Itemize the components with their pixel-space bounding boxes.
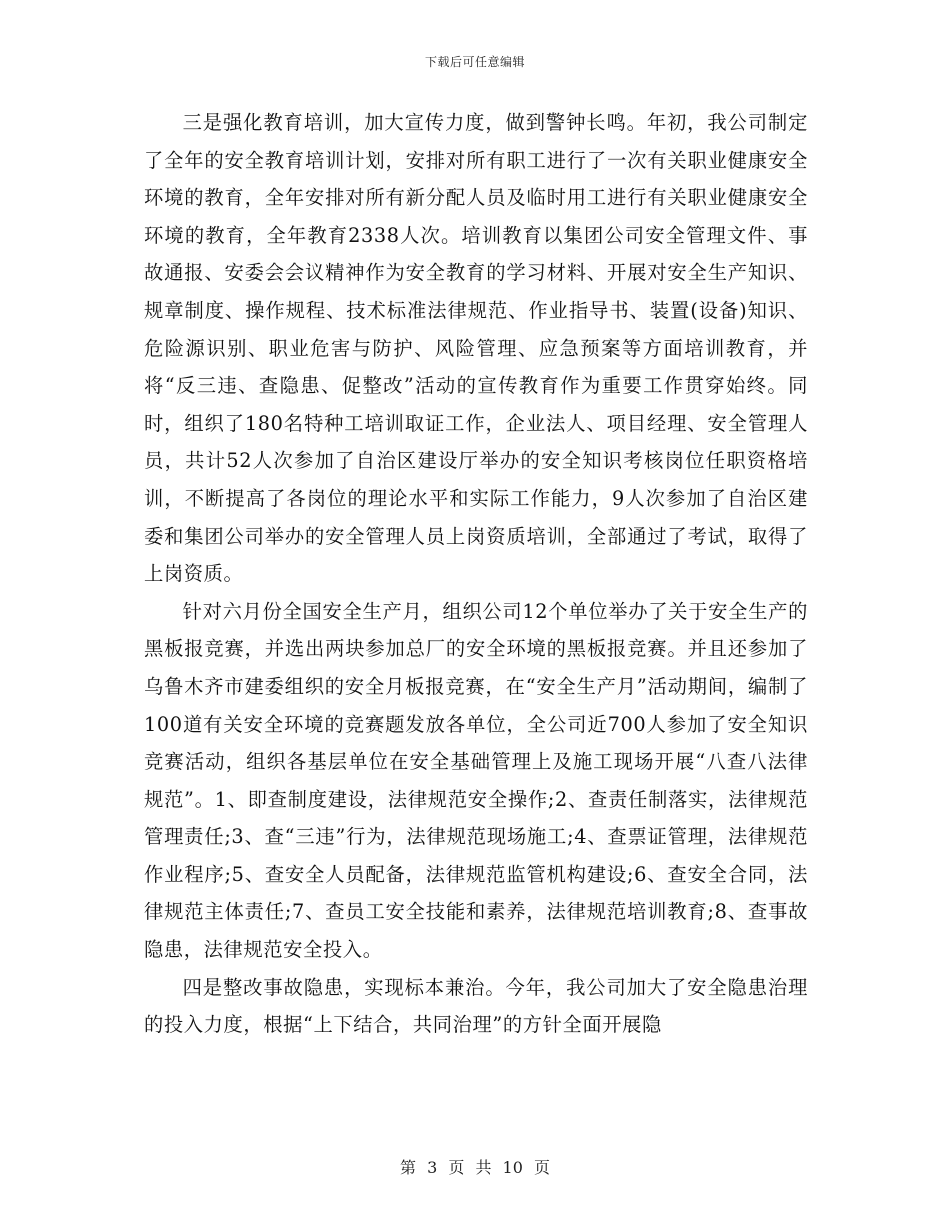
paragraph-education-training: 三是强化教育培训，加大宣传力度，做到警钟长鸣。年初，我公司制定了全年的安全教育培训计划，安排对所有职工进行了一次有关职业健康安全环境的教育，全年安排对所有新分配人员及临时用工进行有关职业健康安全环境的教育，全年教育2338人次。培训教育以集团公司安全管理文件、事故通报、安委会会议精神作为安全教育的学习材料、开展对安全生产知识、规章制度、操作规程、技术标准法律规范、作业指导书、装置(设备)知识、危险源识别、职业危害与防护、风险管理、应急预案等方面培训教育，并将“反三违、查隐患、促整改”活动的宣传教育作为重要工作贯穿始终。同时，组织了180名特种工培训取证工作，企业法人、项目经理、安全管理人员，共计52人次参加了自治区建设厅举办的安全知识考核岗位任职资格培训，不断提高了各岗位的理论水平和实际工作能力，9人次参加了自治区建委和集团公司举办的安全管理人员上岗资质培训，全部通过了考试，取得了上岗资质。 [144, 111, 808, 586]
page-footer: 第 3 页 共 10 页 [400, 1158, 550, 1177]
paragraph-hazard-rectification: 四是整改事故隐患，实现标本兼治。今年，我公司加大了安全隐患治理的投入力度，根据“上下结合，共同治理”的方针全面开展隐 [144, 975, 808, 1037]
page-header: 下载后可任意编辑 [424, 55, 525, 69]
paragraph-safety-month: 针对六月份全国安全生产月，组织公司12个单位举办了关于安全生产的黑板报竞赛，并选出两块参加总厂的安全环境的黑板报竞赛。并且还参加了乌鲁木齐市建委组织的安全月板报竞赛，在“安全生产月”活动期间，编制了100道有关安全环境的竞赛题发放各单位，全公司近700人参加了安全知识竞赛活动，组织各基层单位在安全基础管理上及施工现场开展“八查八法律规范”。1、即查制度建设，法律规范安全操作;2、查责任制落实，法律规范管理责任;3、查“三违”行为，法律规范现场施工;4、查票证管理，法律规范作业程序;5、查安全人员配备，法律规范监管机构建设;6、查安全合同，法律规范主体责任;7、查员工安全技能和素养，法律规范培训教育;8、查事故隐患，法律规范安全投入。 [144, 599, 808, 962]
document-body [144, 104, 808, 1044]
